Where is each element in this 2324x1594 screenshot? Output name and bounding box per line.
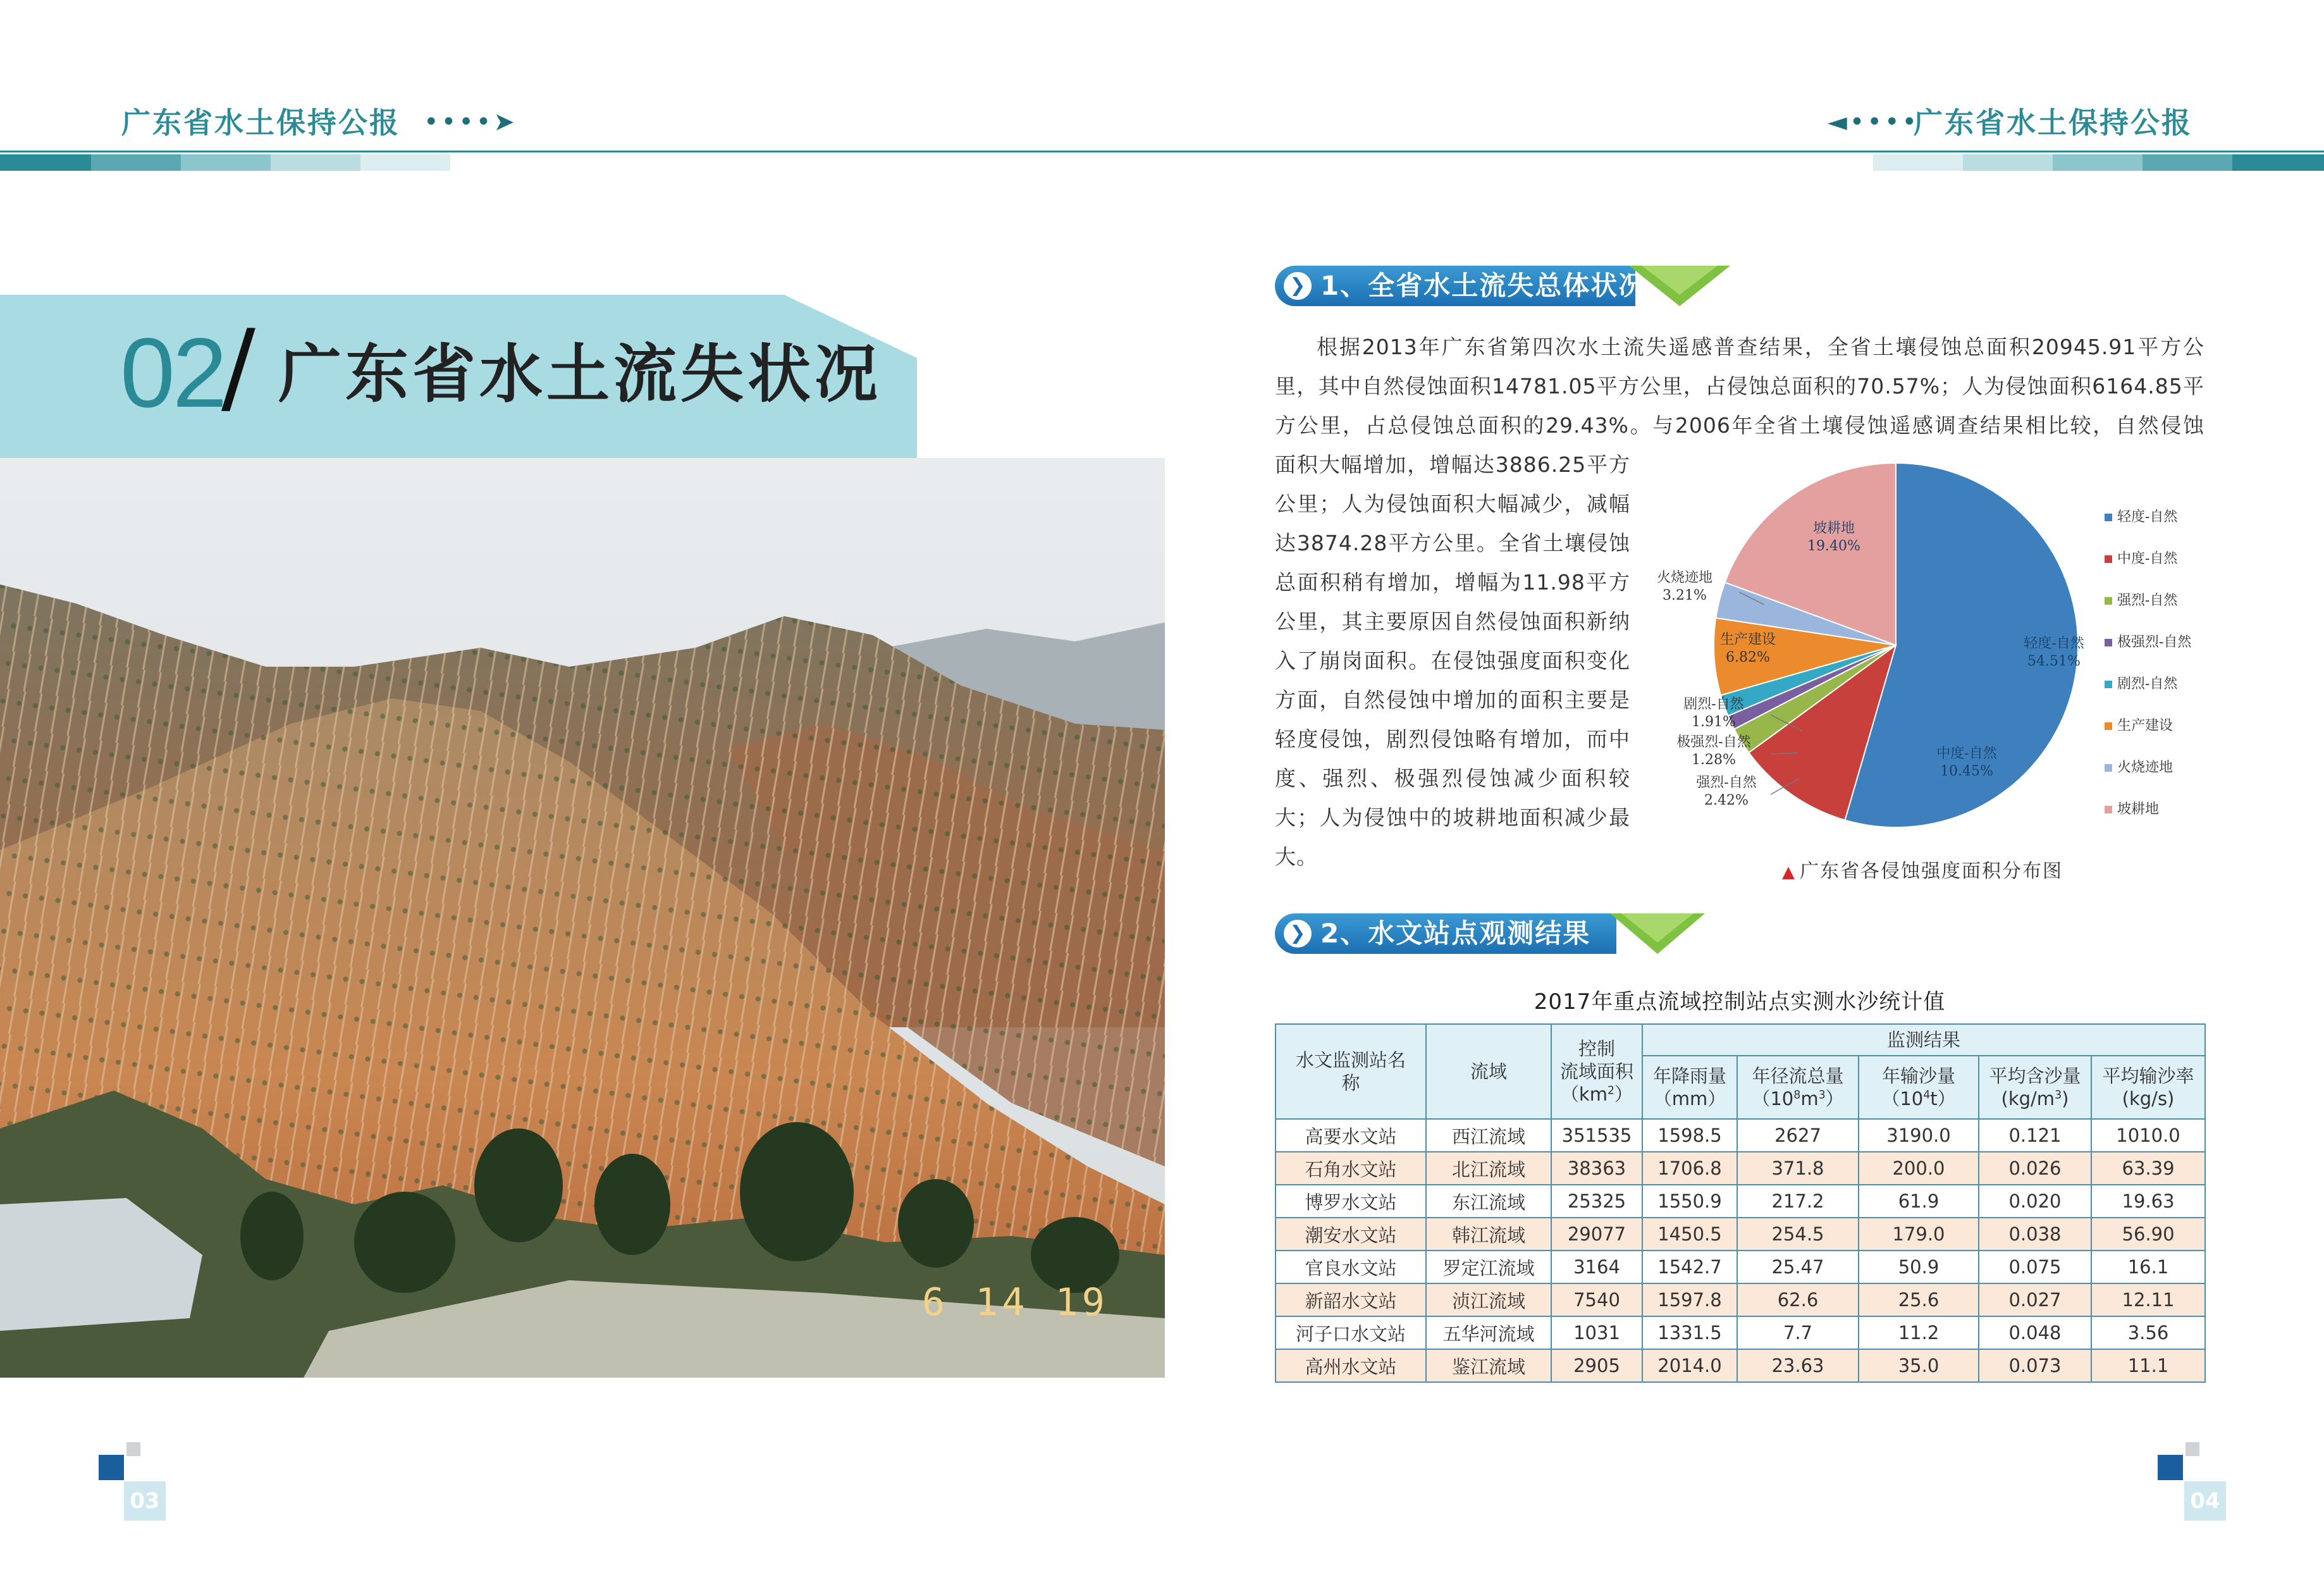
cell-rate: 19.63 — [2091, 1185, 2205, 1218]
cell-concentration: 0.038 — [1979, 1218, 2091, 1251]
pie-label-name: 中度-自然 — [1936, 746, 1997, 762]
pie-label-name: 生产建设 — [1719, 632, 1776, 648]
legend-item — [2105, 757, 2191, 798]
cell-rate: 12.11 — [2091, 1283, 2205, 1316]
th-sediment: 年输沙量 $(10^4t)$ — [1859, 1056, 1979, 1119]
table-row — [1276, 1152, 2205, 1185]
chapter-slash: / — [221, 307, 255, 426]
cell-basin: 东江流域 — [1426, 1185, 1551, 1218]
cell-station: 高要水文站 — [1276, 1119, 1426, 1152]
legend-item — [2105, 548, 2191, 590]
cell-area: 3164 — [1551, 1251, 1642, 1283]
pie-label-name: 轻度-自然 — [2024, 636, 2084, 652]
cell-runoff: 25.47 — [1737, 1251, 1859, 1283]
cell-rain: 1331.5 — [1642, 1316, 1737, 1349]
th-rain: 年降雨量 （mm） — [1642, 1056, 1737, 1119]
table-row — [1276, 1185, 2205, 1218]
cell-rate: 11.1 — [2091, 1349, 2205, 1382]
cell-sediment: 179.0 — [1859, 1218, 1979, 1251]
legend-label: 中度-自然 — [2117, 551, 2178, 567]
legend-swatch — [2105, 722, 2112, 730]
legend-label: 坡耕地 — [2117, 801, 2160, 817]
cell-station: 河子口水文站 — [1276, 1316, 1426, 1349]
th-runoff: 年径流总量 $(10^8m^3)$ — [1737, 1056, 1859, 1119]
cell-rain: 1598.5 — [1642, 1119, 1737, 1152]
cell-basin: 西江流域 — [1426, 1119, 1551, 1152]
legend-label: 火烧迹地 — [2117, 760, 2173, 775]
table-row — [1276, 1316, 2205, 1349]
table-row — [1276, 1349, 2205, 1382]
chapter-number: 02 — [120, 318, 225, 428]
section1-title: 1、全省水土流失总体状况 — [1320, 270, 1647, 301]
pie-label-name: 强烈-自然 — [1696, 775, 1757, 791]
pie-label-value: 1.28% — [1692, 752, 1736, 768]
legend-item — [2105, 798, 2191, 840]
footer-left-square-light — [126, 1442, 140, 1456]
cell-basin: 罗定江流域 — [1426, 1251, 1551, 1283]
legend-swatch — [2105, 806, 2112, 813]
table-row — [1276, 1283, 2205, 1316]
cell-basin: 韩江流域 — [1426, 1218, 1551, 1251]
pie-label-value: 2.42% — [1704, 793, 1749, 808]
cell-basin: 浈江流域 — [1426, 1283, 1551, 1316]
header-band-right-3 — [2053, 154, 2143, 171]
legend-label: 强烈-自然 — [2117, 593, 2178, 609]
legend-item — [2105, 590, 2191, 631]
cell-rate: 3.56 — [2091, 1316, 2205, 1349]
pie-label-value: 1.91% — [1692, 714, 1736, 730]
header-band-left-4 — [271, 154, 360, 171]
cell-runoff: 62.6 — [1737, 1283, 1859, 1316]
caption-triangle-icon: ▲ — [1782, 863, 1796, 882]
legend-swatch — [2105, 514, 2112, 521]
cell-area: 2905 — [1551, 1349, 1642, 1382]
header-right-title: 广东省水土保持公报 — [1914, 106, 2192, 140]
footer-right-square-dark — [2158, 1455, 2183, 1480]
section1-paragraph-line-1: 根据2013年广东省第四次水土流失遥感普查结果，全省土壤侵蚀总面积20945.91平方公 — [1317, 335, 2204, 359]
legend-item — [2105, 631, 2191, 673]
cell-runoff: 371.8 — [1737, 1152, 1859, 1185]
legend-item — [2105, 506, 2191, 548]
th-monitor: 监测结果 — [1642, 1024, 2205, 1056]
cell-rate: 1010.0 — [2091, 1119, 2205, 1152]
header-right-arrow-icon: ◄•••• — [1828, 108, 1920, 137]
table-title: 2017年重点流域控制站点实测水沙统计值 — [1534, 989, 1946, 1015]
pie-label-value: 6.82% — [1726, 650, 1770, 665]
cell-basin: 五华河流域 — [1426, 1316, 1551, 1349]
cell-sediment: 25.6 — [1859, 1283, 1979, 1316]
cell-station: 高州水文站 — [1276, 1349, 1426, 1382]
table-row — [1276, 1119, 2205, 1152]
header-band-left-2 — [91, 154, 181, 171]
cell-station: 石角水文站 — [1276, 1152, 1426, 1185]
pie-label-value: 10.45% — [1940, 763, 1993, 779]
header-band-right-2 — [2143, 154, 2232, 171]
hydrology-table — [1275, 1023, 2206, 1383]
legend-item — [2105, 673, 2191, 715]
cell-concentration: 0.020 — [1979, 1185, 2091, 1218]
cell-area: 1031 — [1551, 1316, 1642, 1349]
pie-caption — [1782, 855, 2063, 883]
cell-sediment: 35.0 — [1859, 1349, 1979, 1382]
cell-rain: 2014.0 — [1642, 1349, 1737, 1382]
th-area-line2: 流域面积 — [1559, 1061, 1633, 1082]
legend-swatch — [2105, 681, 2112, 688]
cell-runoff: 7.7 — [1737, 1316, 1859, 1349]
legend-swatch — [2105, 764, 2112, 772]
table-row — [1276, 1251, 2205, 1283]
legend-label: 剧烈-自然 — [2117, 676, 2178, 692]
cell-area: 25325 — [1551, 1185, 1642, 1218]
legend-label: 轻度-自然 — [2117, 509, 2178, 525]
cell-sediment: 61.9 — [1859, 1185, 1979, 1218]
table-body — [1276, 1119, 2205, 1382]
cell-sediment: 11.2 — [1859, 1316, 1979, 1349]
th-concentration: 平均含沙量 $(kg/m^3)$ — [1979, 1056, 2091, 1119]
cell-runoff: 2627 — [1737, 1119, 1859, 1152]
header-rule — [0, 151, 2324, 152]
chevron-right-icon: ❯ — [1284, 272, 1312, 300]
cell-concentration: 0.073 — [1979, 1349, 2091, 1382]
header-left-title: 广东省水土保持公报 — [121, 106, 400, 140]
footer-left-square-dark — [99, 1455, 124, 1480]
cell-area: 7540 — [1551, 1283, 1642, 1316]
legend-label: 极强烈-自然 — [2117, 634, 2192, 650]
header-left-arrow-icon: ••••➤ — [424, 108, 517, 137]
header-band-left-5 — [360, 154, 450, 171]
section1-triangle-icon — [1629, 266, 1730, 306]
page-number-right: 04 — [2184, 1481, 2226, 1521]
cell-rate: 16.1 — [2091, 1251, 2205, 1283]
cell-station: 潮安水文站 — [1276, 1218, 1426, 1251]
header-band-right-4 — [1963, 154, 2053, 171]
pie-label-value: 19.40% — [1807, 538, 1860, 554]
cell-rain: 1450.5 — [1642, 1218, 1737, 1251]
cell-area: 351535 — [1551, 1119, 1642, 1152]
legend-label: 生产建设 — [2117, 718, 2173, 734]
th-rate: 平均输沙率 (kg/s) — [2091, 1056, 2205, 1119]
cell-concentration: 0.075 — [1979, 1251, 2091, 1283]
section1-heading — [1275, 266, 1718, 306]
cell-area: 38363 — [1551, 1152, 1642, 1185]
pie-label-value: 54.51% — [2027, 653, 2081, 669]
section1-paragraph-line-2: 里，其中自然侵蚀面积14781.05平方公里，占侵蚀总面积的70.57%；人为侵蚀面积6164.85平 — [1275, 374, 2204, 398]
th-area — [1551, 1024, 1642, 1119]
cell-concentration: 0.121 — [1979, 1119, 2091, 1152]
cell-station: 官良水文站 — [1276, 1251, 1426, 1283]
table-row — [1276, 1218, 2205, 1251]
pie-label-name: 极强烈-自然 — [1676, 734, 1751, 750]
cell-runoff: 23.63 — [1737, 1349, 1859, 1382]
cell-rate: 56.90 — [2091, 1218, 2205, 1251]
cell-rain: 1542.7 — [1642, 1251, 1737, 1283]
pie-label-name: 剧烈-自然 — [1683, 696, 1744, 712]
cell-rain: 1706.8 — [1642, 1152, 1737, 1185]
chevron-right-icon: ❯ — [1284, 920, 1312, 948]
header-band-left — [0, 154, 91, 171]
cell-sediment: 200.0 — [1859, 1152, 1979, 1185]
cell-area: 29077 — [1551, 1218, 1642, 1251]
cell-concentration: 0.027 — [1979, 1283, 2091, 1316]
th-area-unit: $(km^2)$ — [1560, 1084, 1633, 1105]
cell-runoff: 217.2 — [1737, 1185, 1859, 1218]
pie-label-value: 3.21% — [1663, 588, 1707, 603]
th-area-line1: 控制 — [1578, 1038, 1615, 1060]
header-band-left-3 — [181, 154, 271, 171]
footer-right-square-light — [2186, 1442, 2199, 1456]
cell-rate: 63.39 — [2091, 1152, 2205, 1185]
header-band-right-5 — [1873, 154, 1963, 171]
legend-swatch — [2105, 597, 2112, 605]
section2-heading — [1275, 913, 1705, 954]
pie-label-name: 火烧迹地 — [1656, 570, 1713, 586]
cell-basin: 北江流域 — [1426, 1152, 1551, 1185]
section2-triangle-icon — [1610, 913, 1705, 954]
pie-legend — [2105, 506, 2191, 840]
cell-concentration: 0.048 — [1979, 1316, 2091, 1349]
section2-title: 2、水文站点观测结果 — [1320, 918, 1591, 949]
chapter-title: 广东省水土流失状况 — [278, 337, 882, 411]
cell-runoff: 254.5 — [1737, 1218, 1859, 1251]
cell-sediment: 3190.0 — [1859, 1119, 1979, 1152]
legend-swatch — [2105, 555, 2112, 563]
cell-station: 博罗水文站 — [1276, 1185, 1426, 1218]
cell-rain: 1550.9 — [1642, 1185, 1737, 1218]
pie-caption-text: 广东省各侵蚀强度面积分布图 — [1800, 860, 2063, 882]
legend-swatch — [2105, 639, 2112, 646]
th-basin: 流域 — [1426, 1024, 1551, 1119]
cell-sediment: 50.9 — [1859, 1251, 1979, 1283]
legend-item — [2105, 715, 2191, 757]
photo-date-stamp: 6 14 19 — [922, 1280, 1109, 1325]
section1-paragraph-line-3: 方公里，占总侵蚀总面积的29.43%。与2006年全省土壤侵蚀遥感调查结果相比较，自然侵蚀 — [1275, 413, 2204, 438]
cell-basin: 鉴江流域 — [1426, 1349, 1551, 1382]
erosion-landscape-photo — [0, 458, 1165, 1378]
cell-station: 新韶水文站 — [1276, 1283, 1426, 1316]
cell-rain: 1597.8 — [1642, 1283, 1737, 1316]
page-number-left: 03 — [124, 1481, 166, 1521]
header-band-right — [2232, 154, 2324, 171]
cell-concentration: 0.026 — [1979, 1152, 2091, 1185]
section1-paragraph-side: 面积大幅增加，增幅达3886.25平方公里；人为侵蚀面积大幅减少，减幅达3874.28平方公里。全省土壤侵蚀总面积稍有增加，增幅为11.98平方公里，其主要原因自然侵蚀面积新纳入了崩岗面积。在侵蚀强度面积变化方面，自然侵蚀中增加的面积主要是轻度侵蚀，剧烈侵蚀略有增加，而中度、强烈、极强烈侵蚀减少面积较大；人为侵蚀中的坡耕地面积减少最大。 — [1275, 452, 1630, 869]
pie-label-name: 坡耕地 — [1812, 521, 1855, 536]
th-station: 水文监测站名称 — [1276, 1024, 1426, 1119]
